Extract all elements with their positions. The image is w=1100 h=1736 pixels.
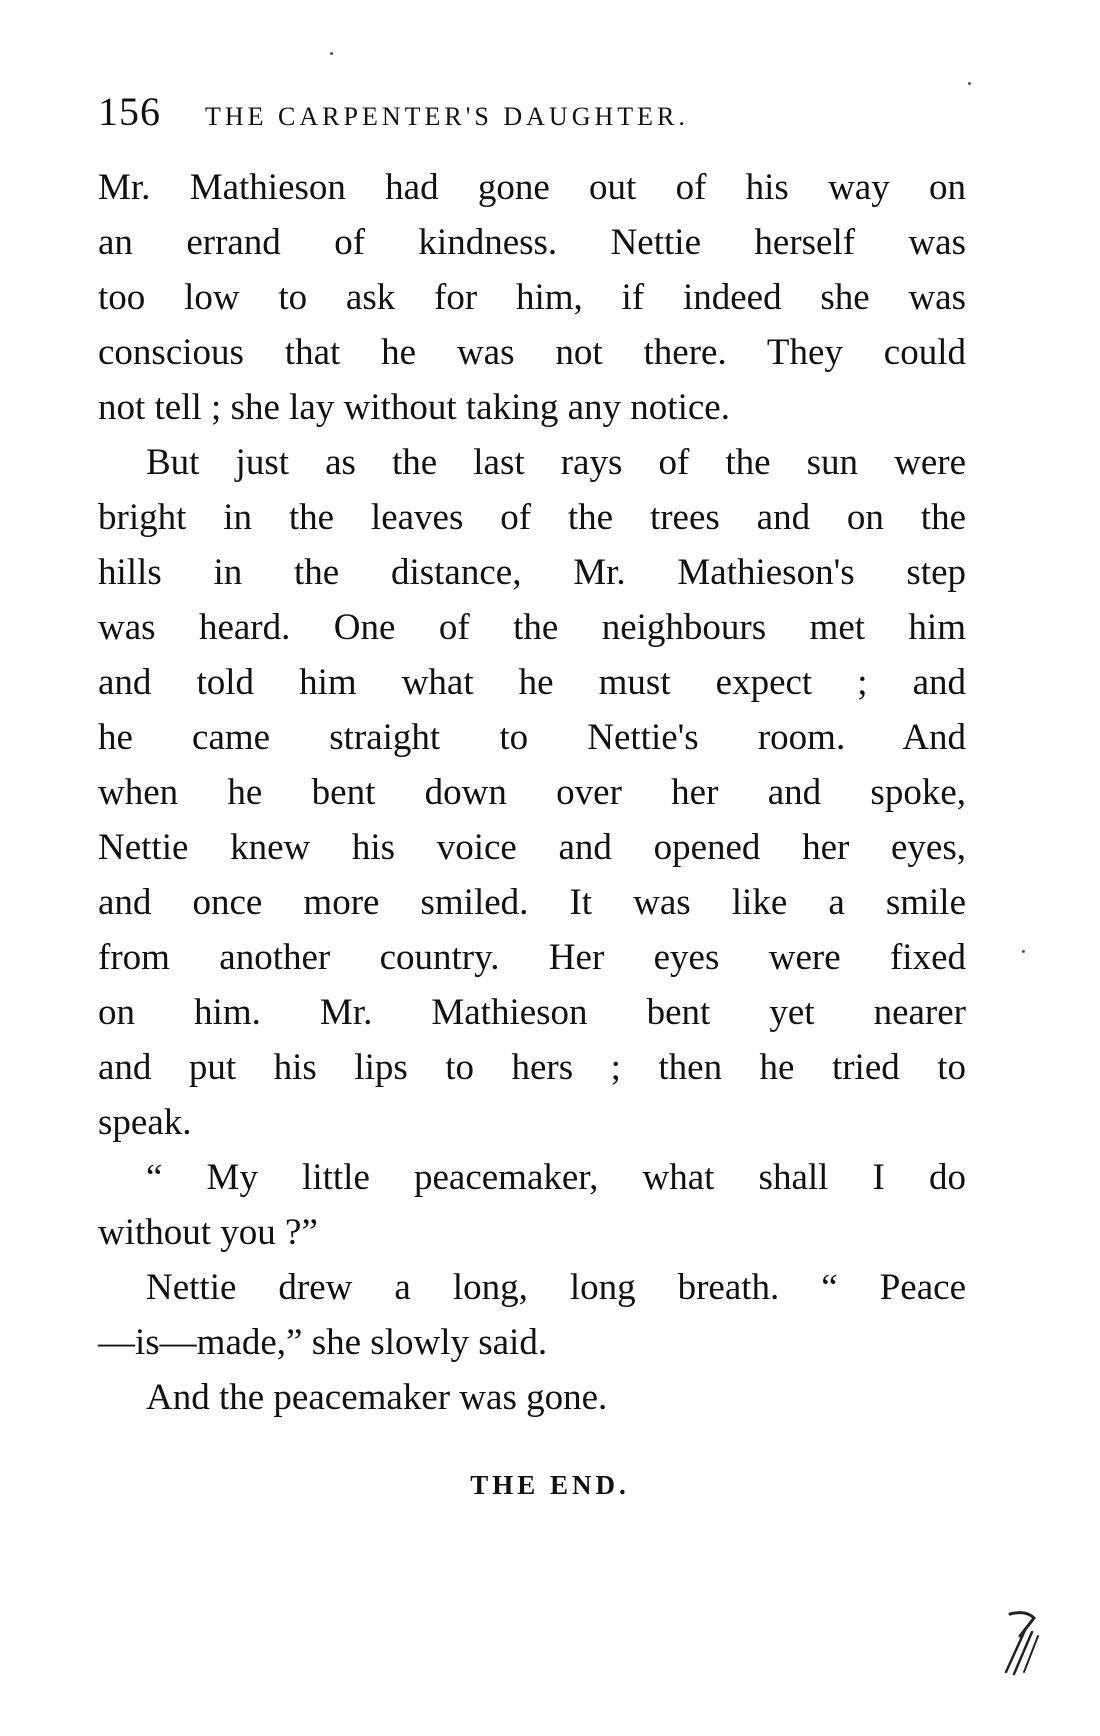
page-number: 156 — [98, 89, 161, 134]
running-title: THE CARPENTER'S DAUGHTER. — [205, 102, 689, 131]
text-line: conscious that he was not there. They could — [98, 332, 966, 373]
pencil-mark-icon — [996, 1606, 1046, 1678]
the-end: THE END. — [470, 1470, 630, 1500]
text-line: without you ?” — [98, 1212, 318, 1253]
text-line: an errand of kindness. Nettie herself was — [98, 222, 966, 263]
text-line: —is—made,” she slowly said. — [98, 1322, 548, 1363]
running-header — [98, 88, 998, 138]
text-line: and told him what he must expect ; and — [98, 662, 966, 703]
paragraph — [98, 1150, 966, 1260]
text-line: And the peacemaker was gone. — [146, 1377, 608, 1418]
text-line: But just as the last rays of the sun were — [146, 442, 966, 483]
text-line: Mr. Mathieson had gone out of his way on — [98, 167, 966, 208]
text-line: and put his lips to hers ; then he tried to — [98, 1047, 966, 1088]
text-line: bright in the leaves of the trees and on the — [98, 497, 966, 538]
paragraph — [98, 1260, 966, 1370]
body-text — [98, 160, 966, 1425]
text-line: speak. — [98, 1102, 192, 1143]
text-line: hills in the distance, Mr. Mathieson's step — [98, 552, 966, 593]
text-line: on him. Mr. Mathieson bent yet nearer — [98, 992, 966, 1033]
paper-speck — [968, 82, 971, 85]
text-line: from another country. Her eyes were fixed — [98, 937, 966, 978]
text-line: was heard. One of the neighbours met him — [98, 607, 966, 648]
text-line: Nettie drew a long, long breath. “ Peace — [146, 1267, 966, 1308]
text-line: “ My little peacemaker, what shall I do — [146, 1157, 966, 1198]
text-line: he came straight to Nettie's room. And — [98, 717, 966, 758]
text-line: not tell ; she lay without taking any notice. — [98, 387, 730, 428]
text-line: too low to ask for him, if indeed she was — [98, 277, 966, 318]
text-line: and once more smiled. It was like a smile — [98, 882, 966, 923]
paragraph — [98, 1370, 966, 1425]
paragraph — [98, 160, 966, 435]
text-line: when he bent down over her and spoke, — [98, 772, 966, 813]
paper-speck — [1022, 950, 1025, 953]
paragraph — [98, 435, 966, 1150]
paper-speck — [330, 52, 333, 55]
text-line: Nettie knew his voice and opened her eyes, — [98, 827, 966, 868]
